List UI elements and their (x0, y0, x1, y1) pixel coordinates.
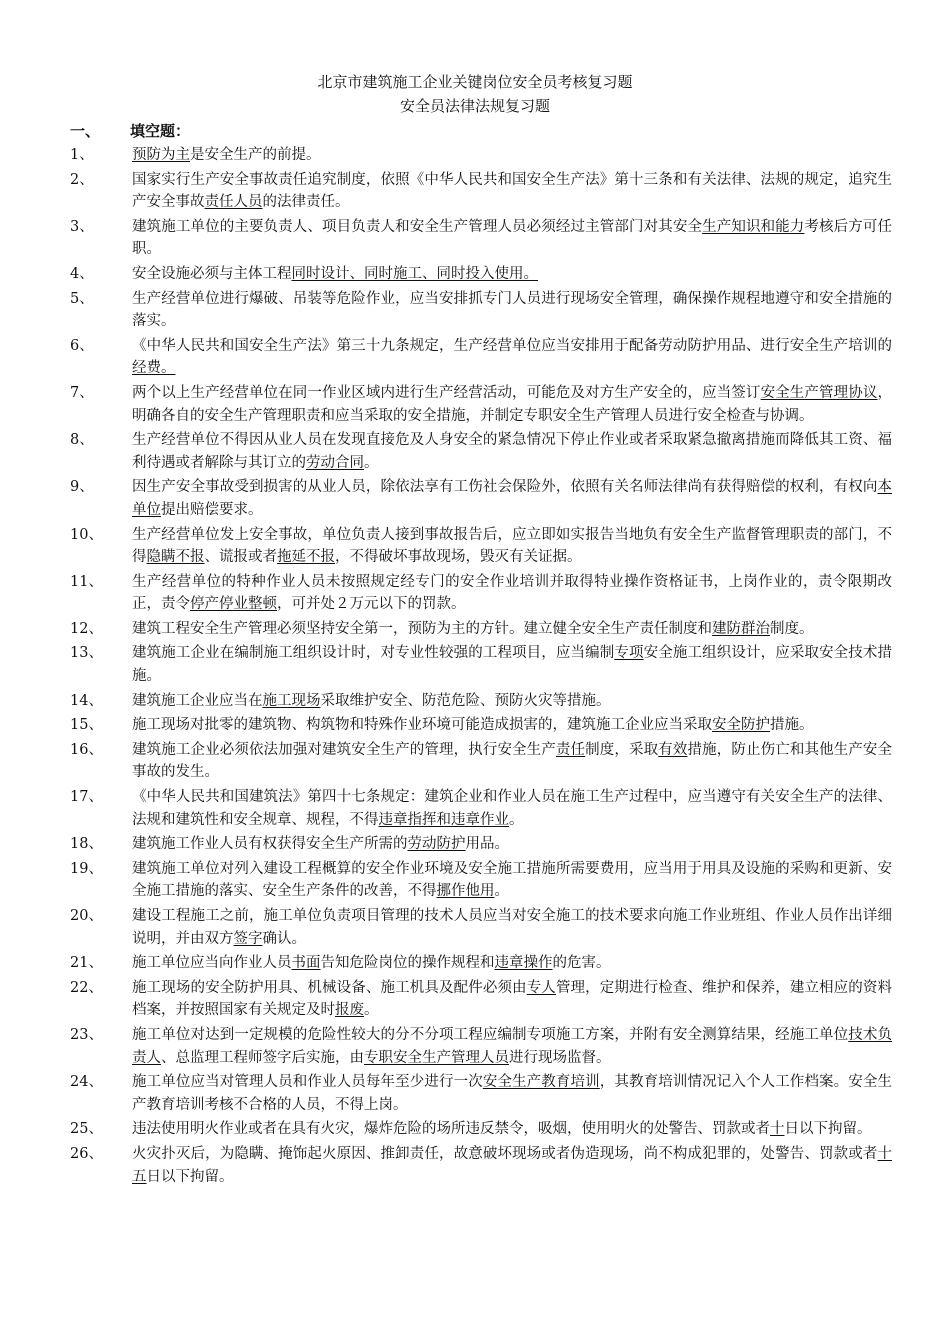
list-item (0, 618, 950, 641)
item-number: 20、 (70, 908, 103, 924)
question-text: 进行现场监督。 (509, 1049, 611, 1066)
item-text (132, 288, 892, 333)
document-subtitle: 安全员法律法规复习题 (399, 97, 550, 115)
list-item (0, 905, 950, 950)
answer-blank: 安全生产管理协议 (760, 384, 878, 401)
item-text (132, 335, 892, 380)
item-number: 9、 (70, 479, 94, 496)
item-number: 8、 (70, 432, 94, 449)
item-number: 13、 (70, 645, 103, 662)
section-number: 一、 (70, 122, 101, 140)
question-text: 。 (509, 811, 524, 828)
question-text: 《中华人民共和国建筑法》第四十七条规定：建筑企业和作业人员在施工生产过程中，应当遵守有关安全生产的法律、法规和建筑性和安全规章、规程，不得 (132, 789, 892, 828)
question-text: ，可并处２万元以下的罚款。 (277, 596, 466, 613)
question-text: 。 (494, 883, 509, 900)
question-text: 提出赔偿要求。 (161, 501, 263, 518)
item-text (132, 739, 892, 784)
answer-blank: 十五 (132, 1145, 892, 1185)
answer-blank: 有效 (658, 741, 688, 758)
question-text: 火灾扑灭后，为隐瞒、掩饰起火原因、推卸责任，故意破坏现场或者伪造现场，尚不构成犯罪的，处警告、罚款或者 (132, 1145, 878, 1162)
list-item (0, 690, 950, 713)
item-text (132, 429, 892, 474)
question-text: 因生产安全事故受到损害的从业人员，除依法享有工伤社会保险外，依照有关名师法律尚有获得赔偿的权利，有权向 (132, 479, 878, 496)
item-text (132, 858, 892, 903)
question-text: 生产经营单位的特种作业人员未按照规定经专门的安全作业培训并取得特业操作资格证书，上岗作业的，责令限期改正，责令 (132, 573, 892, 613)
item-number: 5、 (70, 290, 94, 307)
list-item (0, 977, 950, 1022)
item-number: 14、 (70, 692, 103, 709)
answer-blank: 劳动防护 (407, 836, 466, 853)
answer-blank: 生产知识和能力 (702, 218, 805, 235)
item-number: 12、 (70, 620, 103, 637)
question-text: 、总监理工程师签字后实施，由 (161, 1049, 364, 1066)
item-number: 18、 (70, 836, 103, 853)
question-text: 建筑施工企业必须依法加强对建筑安全生产的管理，执行安全生产 (132, 741, 556, 758)
question-text: 《中华人民共和国安全生产法》第三十九条规定，生产经营单位应当安排用于配备劳动防护用品、进行安全生产培训的 (132, 337, 892, 354)
answer-blank: 劳动合同 (306, 454, 364, 471)
question-text: 考核后方可任职。 (132, 218, 893, 258)
item-number: 21、 (70, 955, 103, 972)
answer-blank: 隐瞒不报 (146, 549, 205, 566)
question-text: 确认。 (262, 930, 306, 947)
list-item (0, 571, 950, 616)
item-text (132, 476, 892, 521)
question-list (0, 144, 950, 1188)
question-text: 生产经营单位不得因从业人员在发现直接危及人身安全的紧急情况下停止作业或者采取紧急撤离措施而降低其工资、福利待遇或者解除与其订立的 (132, 432, 892, 471)
answer-blank: 专人 (526, 979, 556, 996)
question-text: 制度，采取 (585, 741, 659, 758)
question-text: ，其教育培训情况记入个人工作档案。安全生产教育培训考核不合格的人员，不得上岗。 (132, 1074, 893, 1113)
item-text (132, 1118, 892, 1141)
item-text (132, 144, 892, 167)
item-text (132, 786, 892, 831)
answer-blank: 同时设计、同时施工、同时投入使用。 (291, 265, 538, 282)
item-number: 6、 (70, 337, 94, 354)
item-number: 1、 (70, 147, 94, 163)
question-text: 采取维护安全、防范危险、预防火灾等措施。 (320, 692, 611, 709)
list-item (0, 714, 950, 737)
item-number: 4、 (70, 265, 94, 282)
list-item (0, 952, 950, 975)
question-text: 建筑施工作业人员有权获得安全生产所需的 (132, 836, 408, 853)
answer-blank: 责任人员 (204, 194, 263, 211)
list-item (0, 786, 950, 831)
list-item (0, 169, 950, 214)
item-number: 19、 (70, 860, 103, 877)
answer-blank: 技术负责人 (132, 1026, 893, 1066)
item-number: 23、 (70, 1026, 103, 1043)
answer-blank: 建防群治 (712, 620, 770, 637)
question-text: 的法律责任。 (262, 194, 350, 211)
answer-blank: 施工现场 (262, 692, 321, 709)
item-number: 16、 (70, 741, 103, 758)
list-item (0, 1071, 950, 1116)
question-text: 建筑施工单位对列入建设工程概算的安全作业环境及安全施工措施所需要费用，应当用于用具及设施的采购和更新、安全施工措施的落实、安全生产条件的改善，不得 (132, 860, 892, 900)
item-number: 7、 (70, 384, 94, 401)
answer-blank: 违章指挥和违章作业 (378, 811, 509, 828)
answer-blank: 违章操作 (494, 955, 553, 972)
answer-blank: 安全生产教育培训 (482, 1074, 600, 1091)
answer-blank: 拖延不报 (277, 549, 335, 566)
item-number: 10、 (70, 526, 103, 543)
question-text: 。 (364, 1002, 379, 1019)
document-title: 北京市建筑施工企业关键岗位安全员考核复习题 (317, 73, 633, 91)
question-text: 施工现场的安全防护用具、机械设备、施工机具及配件必须由 (132, 979, 527, 996)
item-text (132, 977, 892, 1022)
question-text: 。 (364, 454, 379, 471)
list-item (0, 524, 950, 569)
question-text: 建筑施工企业在编制施工组织设计时，对专业性较强的工程项目，应当编制 (132, 645, 615, 662)
item-number: 3、 (70, 218, 94, 235)
list-item (0, 263, 950, 286)
answer-blank: 专项 (614, 645, 644, 662)
list-item (0, 288, 950, 333)
item-number: 17、 (70, 789, 103, 806)
answer-blank: 挪作他用 (436, 883, 495, 900)
question-text: 管理，定期进行检查、维护和保养，建立相应的资料档案，并按照国家有关规定及时 (132, 979, 893, 1019)
list-item (0, 1143, 950, 1188)
item-text (132, 169, 892, 214)
question-text: 措施。 (770, 717, 814, 734)
question-text: 建筑施工企业应当在 (132, 692, 263, 709)
question-text: 国家实行生产安全事故责任追究制度，依照《中华人民共和国安全生产法》第十三条和有关法律、法规的规定，追究生产安全事故 (132, 171, 892, 211)
item-text (132, 833, 892, 856)
question-text: ，明确各自的安全生产管理职责和应当采取的安全措施，并制定专职安全生产管理人员进行安全检查与协调。 (132, 384, 893, 424)
question-text: 建设工程施工之前，施工单位负责项目管理的技术人员应当对安全施工的技术要求向施工作业班组、作业人员作出详细说明，并由双方 (132, 908, 892, 947)
list-item (0, 1118, 950, 1141)
item-text (132, 905, 892, 950)
item-number: 24、 (70, 1074, 103, 1091)
question-text: 违法使用明火作业或者在具有火灾，爆炸危险的场所违反禁令，吸烟，使用明火的处警告、罚款或者 (132, 1121, 770, 1138)
item-text (132, 263, 892, 286)
question-text: 两个以上生产经营单位在同一作业区域内进行生产经营活动，可能危及对方生产安全的，应当签订 (132, 384, 761, 401)
item-text (132, 524, 892, 569)
question-text: 施工现场对批零的建筑物、构筑物和特殊作业环境可能造成损害的，建筑施工企业应当采取 (132, 717, 712, 734)
question-text: 生产经营单位进行爆破、吊装等危险作业，应当安排抓专门人员进行现场安全管理，确保操作规程地遵守和安全措施的落实。 (132, 290, 892, 330)
item-text (132, 571, 892, 616)
list-item (0, 429, 950, 474)
section-title: 填空题： (130, 122, 191, 140)
list-item (0, 476, 950, 521)
item-number: 15、 (70, 717, 103, 734)
question-text: 建筑工程安全生产管理必须坚持安全第一，预防为主的方针。建立健全安全生产责任制度和 (132, 620, 712, 637)
answer-blank: 书面 (291, 955, 321, 972)
question-text: 建筑施工单位的主要负责人、项目负责人和安全生产管理人员必须经过主管部门对其安全 (132, 218, 703, 235)
item-text (132, 618, 892, 641)
item-number: 26、 (70, 1145, 103, 1162)
item-text (132, 1024, 892, 1069)
question-text: 日以下拘留。 (784, 1121, 872, 1138)
question-text: 的危害。 (552, 955, 611, 972)
item-text (132, 382, 892, 427)
list-item (0, 382, 950, 427)
answer-blank: 签字 (233, 930, 263, 947)
answer-blank: 专职安全生产管理人员 (364, 1049, 509, 1066)
item-number: 2、 (70, 171, 94, 188)
question-text: 施工单位应当向作业人员 (132, 955, 292, 972)
question-text: ，不得破坏事故现场，毁灭有关证据。 (335, 549, 582, 566)
list-item (0, 144, 950, 167)
answer-blank: 责任 (555, 741, 586, 758)
item-number: 25、 (70, 1121, 103, 1138)
list-item (0, 1024, 950, 1069)
item-text (132, 690, 892, 713)
question-text: 、谎报或者 (204, 549, 277, 566)
question-text: 生产经营单位发上安全事故，单位负责人接到事故报告后，应立即如实报告当地负有安全生产监督管理职责的部门，不得 (132, 526, 892, 566)
list-item (0, 642, 950, 687)
list-item (0, 833, 950, 856)
item-text (132, 216, 892, 261)
list-item (0, 858, 950, 903)
question-text: 告知危险岗位的操作规程和 (320, 955, 495, 972)
question-text: 措施，防止伤亡和其他生产安全事故的发生。 (132, 741, 893, 781)
question-text: 是安全生产的前提。 (190, 147, 321, 163)
item-text (132, 714, 892, 737)
item-text (132, 1143, 892, 1188)
question-text: 施工单位对达到一定规模的危险性较大的分不分项工程应编制专项施工方案，并附有安全测算结果，经施工单位 (132, 1026, 849, 1043)
answer-blank: 本单位 (132, 479, 892, 518)
answer-blank: 十 (770, 1121, 785, 1138)
answer-blank: 预防为主 (132, 147, 190, 163)
question-text: 制度。 (770, 620, 814, 637)
item-text (132, 642, 892, 687)
item-number: 11、 (70, 573, 103, 590)
item-number: 22、 (70, 979, 103, 996)
question-text: 安全设施必须与主体工程 (132, 265, 292, 282)
answer-blank: 报废 (335, 1002, 364, 1019)
section-heading (0, 120, 950, 142)
item-text (132, 1071, 892, 1116)
answer-blank: 安全防护 (712, 717, 770, 734)
question-text: 用品。 (465, 836, 509, 853)
item-text (132, 952, 892, 975)
answer-blank: 经费。 (132, 360, 176, 377)
list-item (0, 335, 950, 380)
question-text: 日以下拘留。 (146, 1168, 234, 1185)
question-text: 安全施工组织设计，应采取安全技术措施。 (132, 645, 893, 685)
question-text: 施工单位应当对管理人员和作业人员每年至少进行一次 (132, 1074, 483, 1091)
list-item (0, 739, 950, 784)
answer-blank: 停产停业整顿 (190, 596, 277, 613)
list-item (0, 216, 950, 261)
